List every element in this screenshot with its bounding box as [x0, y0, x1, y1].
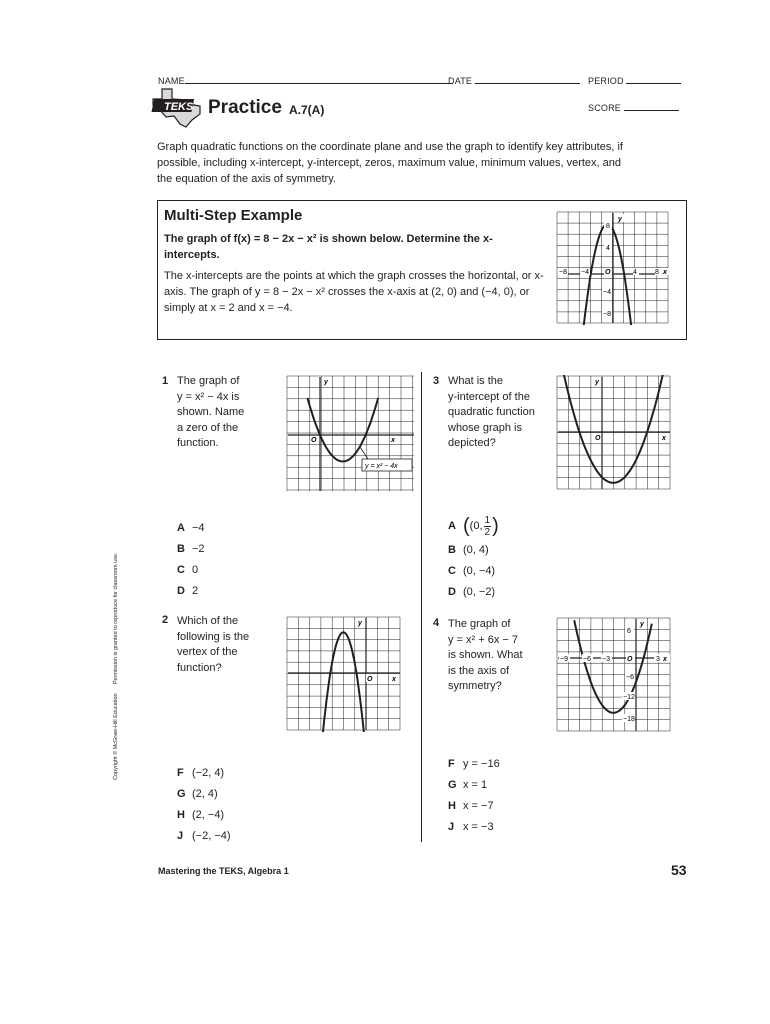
q3-choice-d[interactable]: D (0, −2)	[448, 586, 496, 598]
q4-choice-g[interactable]: G x = 1	[448, 779, 488, 791]
svg-text:x: x	[663, 656, 667, 663]
q3-graph	[556, 375, 672, 491]
svg-text:y: y	[640, 621, 644, 628]
svg-text:−18: −18	[623, 716, 635, 723]
svg-text:x: x	[663, 269, 667, 276]
svg-text:O: O	[627, 656, 633, 663]
svg-text:4: 4	[633, 269, 637, 276]
svg-text:3: 3	[656, 656, 660, 663]
svg-text:8: 8	[606, 223, 610, 230]
svg-text:O: O	[367, 676, 373, 683]
q2-choice-f[interactable]: F (−2, 4)	[177, 767, 225, 779]
q4-number: 4	[433, 617, 440, 629]
svg-text:−8: −8	[603, 311, 611, 318]
example-question: The graph of f(x) = 8 − 2x − x² is shown below. Determine the x-intercepts.	[164, 233, 493, 261]
svg-text:O: O	[595, 435, 601, 442]
q3-choice-c[interactable]: C (0, −4)	[448, 565, 496, 577]
q2-choice-j[interactable]: J (−2, −4)	[177, 830, 231, 842]
q2-graph	[286, 616, 402, 732]
svg-text:y: y	[324, 379, 328, 386]
q2-choice-h[interactable]: H (2, −4)	[177, 809, 225, 821]
q4-choice-f[interactable]: F y = −16	[448, 758, 500, 770]
svg-text:x: x	[391, 437, 395, 444]
q2-choice-g[interactable]: G (2, 4)	[177, 788, 218, 800]
q2-choices	[177, 763, 231, 847]
svg-text:−4: −4	[581, 269, 589, 276]
svg-text:−8: −8	[559, 269, 567, 276]
svg-text:O: O	[311, 437, 317, 444]
q4-graph	[556, 617, 672, 733]
side-copyright: Copyright © McGraw-Hill Education Permission is granted to reproduce for classroom use.	[113, 552, 119, 780]
q1-curve-label: y = x² − 4x	[365, 463, 398, 470]
svg-text:x: x	[662, 435, 666, 442]
q1-text: The graph of y = x² − 4x is shown. Name a zero of the function.	[177, 375, 245, 449]
q4-choices	[448, 754, 500, 838]
q1-graph	[286, 375, 416, 493]
name-field: NAME	[158, 74, 453, 86]
q1-choice-b[interactable]: B −2	[177, 543, 205, 555]
score-field: SCORE	[588, 101, 679, 113]
teks-logo-text: TEKS	[164, 101, 194, 113]
q3-number: 3	[433, 375, 440, 387]
q1-choice-c[interactable]: C 0	[177, 564, 199, 576]
footer-book-title: Mastering the TEKS, Algebra 1	[158, 866, 289, 876]
page-number: 53	[671, 862, 687, 878]
date-field: DATE	[448, 74, 580, 86]
teks-logo	[148, 86, 204, 130]
q4-choice-j[interactable]: J x = −3	[448, 821, 494, 833]
intro-text: Graph quadratic functions on the coordinate plane and use the graph to identify key attributes, if possible, including x-intercept, y-intercept, zeros, maximum value, minimum values, vertex, and the equation of the axis of symmetry.	[157, 141, 623, 185]
svg-text:y: y	[358, 620, 362, 627]
example-answer: The x-intercepts are the points at which the graph crosses the horizontal, or x-axis. The graph of y = 8 − 2x − x² crosses the x-axis at (2, 0) and (−4, 0), or simply at x = 2 and x = −4.	[164, 270, 544, 314]
svg-text:−4: −4	[603, 289, 611, 296]
q1-choices	[177, 518, 205, 602]
q1-choice-d[interactable]: D 2	[177, 585, 199, 597]
teks-standard: A.7(A)	[289, 103, 325, 117]
svg-text:6: 6	[627, 628, 631, 635]
svg-text:8: 8	[655, 269, 659, 276]
period-field: PERIOD	[588, 74, 681, 86]
svg-text:−3: −3	[602, 656, 610, 663]
svg-text:y: y	[595, 379, 599, 386]
q3-choice-b[interactable]: B (0, 4)	[448, 544, 489, 556]
q2-number: 2	[162, 614, 169, 626]
q4-choice-h[interactable]: H x = −7	[448, 800, 494, 812]
q1-choice-a[interactable]: A −4	[177, 522, 205, 534]
q4-text: The graph of y = x² + 6x − 7 is shown. What is the axis of symmetry?	[448, 618, 523, 692]
svg-text:−6: −6	[583, 656, 591, 663]
svg-text:y: y	[618, 216, 622, 223]
example-graph	[556, 211, 670, 325]
q2-text: Which of the following is the vertex of the function?	[177, 615, 250, 674]
svg-text:−12: −12	[623, 694, 635, 701]
svg-text:−9: −9	[560, 656, 568, 663]
example-title: Multi-Step Example	[164, 207, 303, 224]
svg-text:x: x	[392, 676, 396, 683]
q3-choice-a[interactable]: A ( (0, 1 2 )	[448, 514, 499, 538]
svg-text:4: 4	[606, 245, 610, 252]
page-title: Practice	[208, 97, 282, 118]
q3-choices	[448, 512, 499, 603]
q3-text: What is the y-intercept of the quadratic function whose graph is depicted?	[448, 375, 535, 449]
column-divider	[421, 372, 422, 842]
svg-text:O: O	[605, 269, 611, 276]
svg-text:−6: −6	[626, 674, 634, 681]
q1-number: 1	[162, 375, 169, 387]
